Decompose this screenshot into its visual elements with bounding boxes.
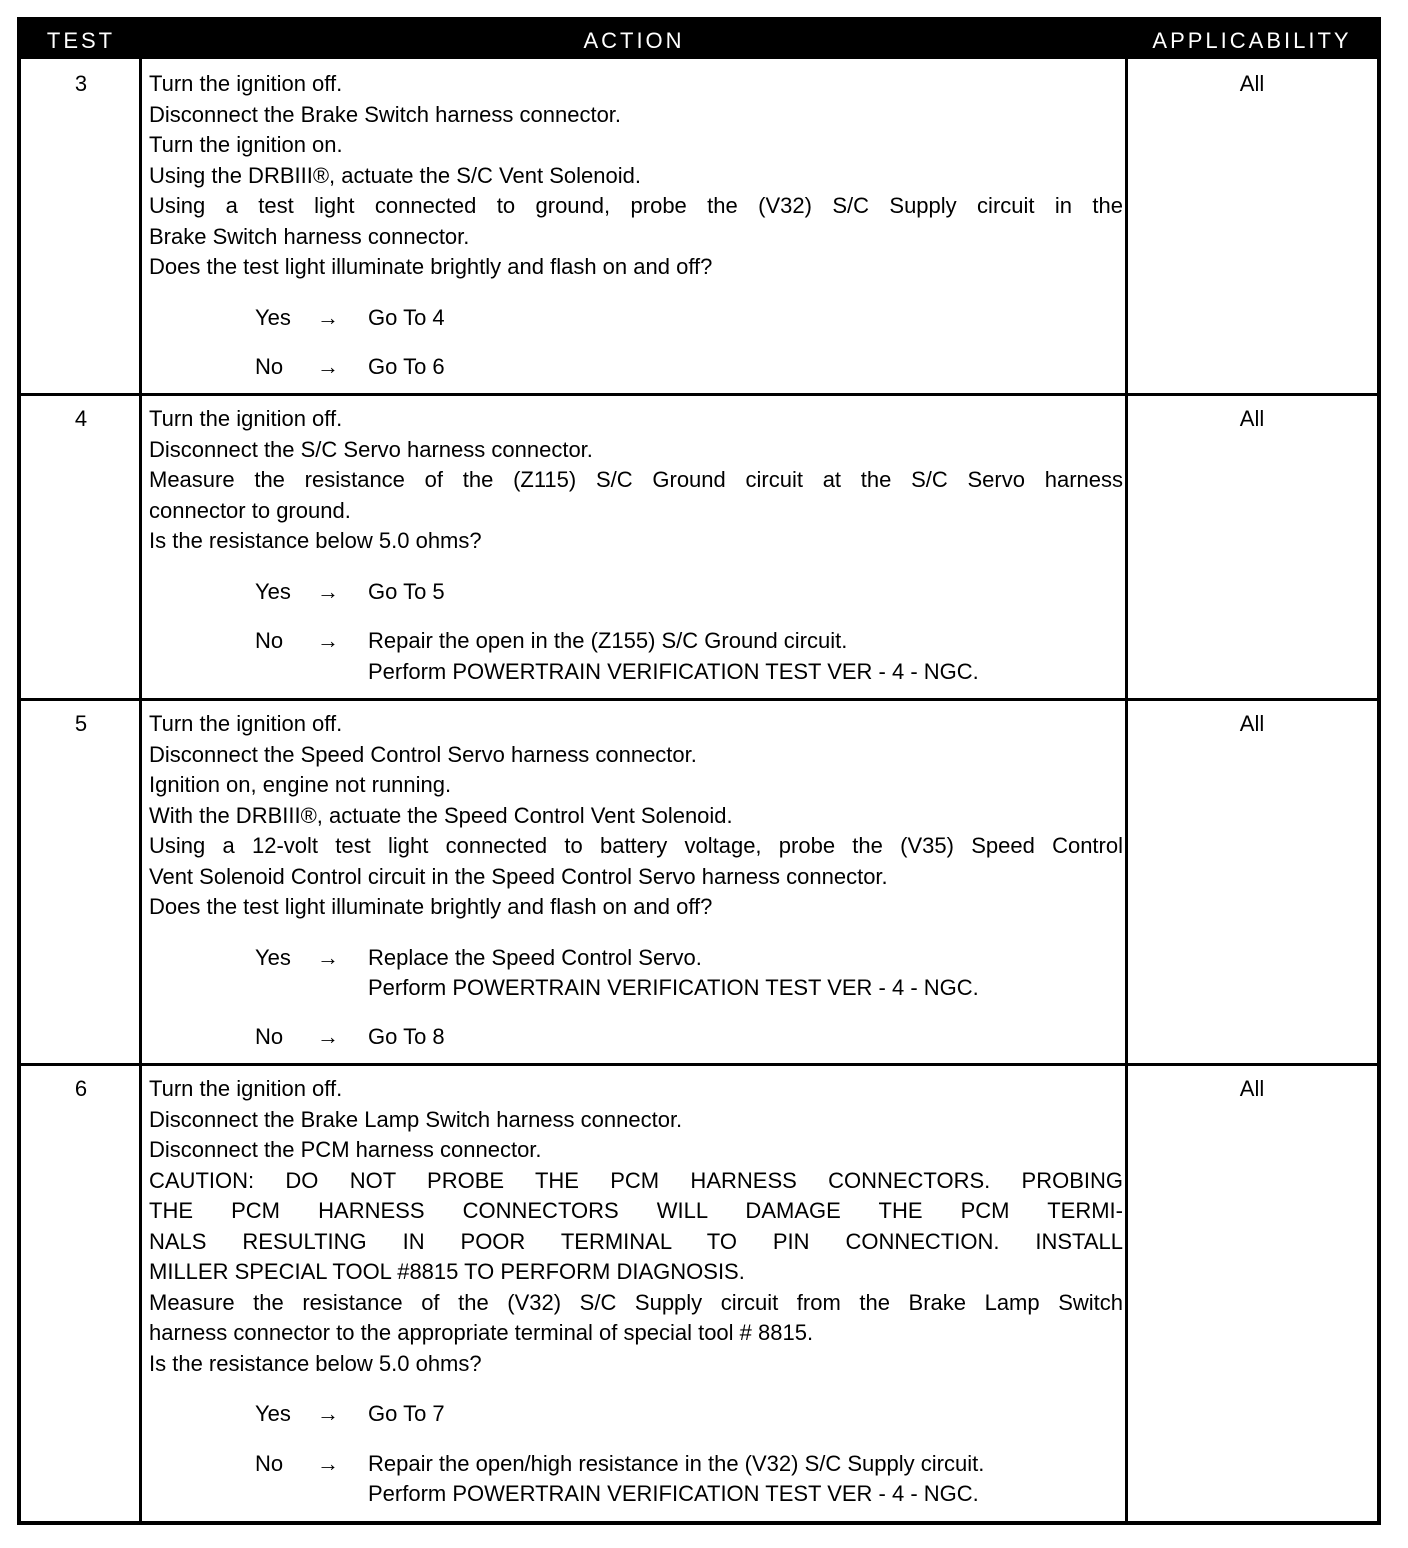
arrow-icon: → (317, 304, 339, 330)
caution-line: CAUTION: DO NOT PROBE THE PCM HARNESS CONNECTORS. PROBING (149, 1167, 1123, 1193)
column-divider (1125, 59, 1128, 1521)
test-number: 6 (74, 1076, 88, 1101)
outcome-label: Yes (255, 944, 291, 970)
outcome-text: Go To 5 (368, 578, 445, 604)
arrow-icon: → (317, 354, 339, 379)
outcome-label: No (255, 1450, 284, 1476)
action-line: Using a 12-volt test light connected to battery voltage, probe the (V35) Speed Control (149, 833, 1123, 858)
action-line: Disconnect the Speed Control Servo harness connector. (149, 741, 697, 767)
column-divider (139, 59, 142, 1521)
outcome-yes (149, 943, 1123, 1000)
outcome-label: Yes (255, 304, 291, 330)
applicability-value: All (1239, 71, 1265, 96)
action-line: Turn the ignition on. (149, 132, 343, 157)
action-line: Vent Solenoid Control circuit in the Speed Control Servo harness connector. (149, 863, 888, 889)
caution-line: THE PCM HARNESS CONNECTORS WILL DAMAGE THE PCM TERMI- (149, 1198, 1123, 1223)
applicability-value: All (1239, 1076, 1265, 1101)
outcome-yes (149, 303, 1123, 334)
test-number: 4 (74, 406, 88, 431)
action-line: Using a test light connected to ground, probe the (V32) S/C Supply circuit in the (149, 193, 1123, 218)
row-divider (21, 698, 1377, 701)
outcome-no (149, 1449, 1123, 1506)
outcome-text: Go To 7 (368, 1401, 445, 1426)
action-line: Turn the ignition off. (149, 406, 343, 431)
action-steps (149, 1074, 1123, 1506)
action-line: Disconnect the Brake Switch harness connector. (149, 101, 622, 127)
outcome-label: No (255, 628, 284, 653)
arrow-icon: → (317, 1401, 339, 1426)
action-line: Measure the resistance of the (Z115) S/C Ground circuit at the S/C Servo harness (149, 467, 1123, 492)
outcome-label: No (255, 354, 284, 379)
caution-line: MILLER SPECIAL TOOL #8815 TO PERFORM DIAGNOSIS. (149, 1259, 745, 1284)
arrow-icon: → (317, 578, 339, 604)
outcome-text-2: Perform POWERTRAIN VERIFICATION TEST VER - 4 - NGC. (368, 975, 979, 1000)
outcome-no (149, 626, 1123, 684)
outcome-no (149, 352, 1123, 383)
action-line: Disconnect the PCM harness connector. (149, 1137, 542, 1162)
outcome-text: Go To 6 (368, 354, 445, 379)
action-line: connector to ground. (149, 497, 351, 523)
action-line: Using the DRBIII®, actuate the S/C Vent Solenoid. (149, 162, 641, 188)
outcome-text: Repair the open/high resistance in the (V32) S/C Supply circuit. (368, 1450, 985, 1476)
action-line: Is the resistance below 5.0 ohms? (149, 1350, 482, 1376)
outcome-text-2: Perform POWERTRAIN VERIFICATION TEST VER - 4 - NGC. (368, 658, 979, 684)
row-divider (21, 1063, 1377, 1066)
outcome-yes (149, 1399, 1123, 1430)
table-header (21, 21, 1377, 59)
header-applicability: APPLICABILITY (1152, 28, 1352, 53)
outcome-text: Go To 4 (368, 304, 445, 330)
action-steps (149, 709, 1123, 1053)
outcome-text-2: Perform POWERTRAIN VERIFICATION TEST VER - 4 - NGC. (368, 1481, 979, 1506)
outcome-no (149, 1022, 1123, 1053)
outcome-label: Yes (255, 1401, 291, 1426)
action-line: Disconnect the Brake Lamp Switch harness connector. (149, 1106, 683, 1132)
action-steps (149, 69, 1123, 383)
action-line: Measure the resistance of the (V32) S/C Supply circuit from the Brake Lamp Switch (149, 1289, 1123, 1315)
action-line: Brake Switch harness connector. (149, 223, 470, 249)
action-line: Does the test light illuminate brightly and flash on and off? (149, 894, 713, 919)
test-number: 5 (74, 711, 88, 736)
outcome-label: No (255, 1024, 284, 1049)
applicability-value: All (1239, 711, 1265, 736)
outcome-label: Yes (255, 578, 291, 604)
outcome-text: Replace the Speed Control Servo. (368, 944, 702, 970)
action-line: Turn the ignition off. (149, 711, 343, 736)
action-line: Ignition on, engine not running. (149, 772, 452, 797)
outcome-yes (149, 577, 1123, 608)
diagnostic-table (17, 17, 1381, 1525)
action-steps (149, 404, 1123, 684)
action-line: With the DRBIII®, actuate the Speed Control Vent Solenoid. (149, 802, 733, 828)
arrow-icon: → (317, 944, 339, 970)
header-action: ACTION (583, 28, 685, 53)
header-test: TEST (46, 28, 116, 53)
arrow-icon: → (317, 1450, 339, 1476)
arrow-icon: → (317, 1024, 339, 1049)
outcome-text: Repair the open in the (Z155) S/C Ground circuit. (368, 628, 848, 653)
arrow-icon: → (317, 628, 339, 653)
action-line: Is the resistance below 5.0 ohms? (149, 528, 482, 553)
applicability-value: All (1239, 406, 1265, 431)
action-line: Turn the ignition off. (149, 71, 343, 96)
test-number: 3 (74, 71, 88, 96)
caution-line: NALS RESULTING IN POOR TERMINAL TO PIN CONNECTION. INSTALL (149, 1228, 1123, 1254)
action-line: Does the test light illuminate brightly and flash on and off? (149, 254, 713, 279)
action-line: Turn the ignition off. (149, 1076, 343, 1101)
action-line: harness connector to the appropriate terminal of special tool # 8815. (149, 1320, 814, 1345)
outcome-text: Go To 8 (368, 1024, 445, 1049)
action-line: Disconnect the S/C Servo harness connector. (149, 436, 593, 462)
row-divider (21, 393, 1377, 396)
